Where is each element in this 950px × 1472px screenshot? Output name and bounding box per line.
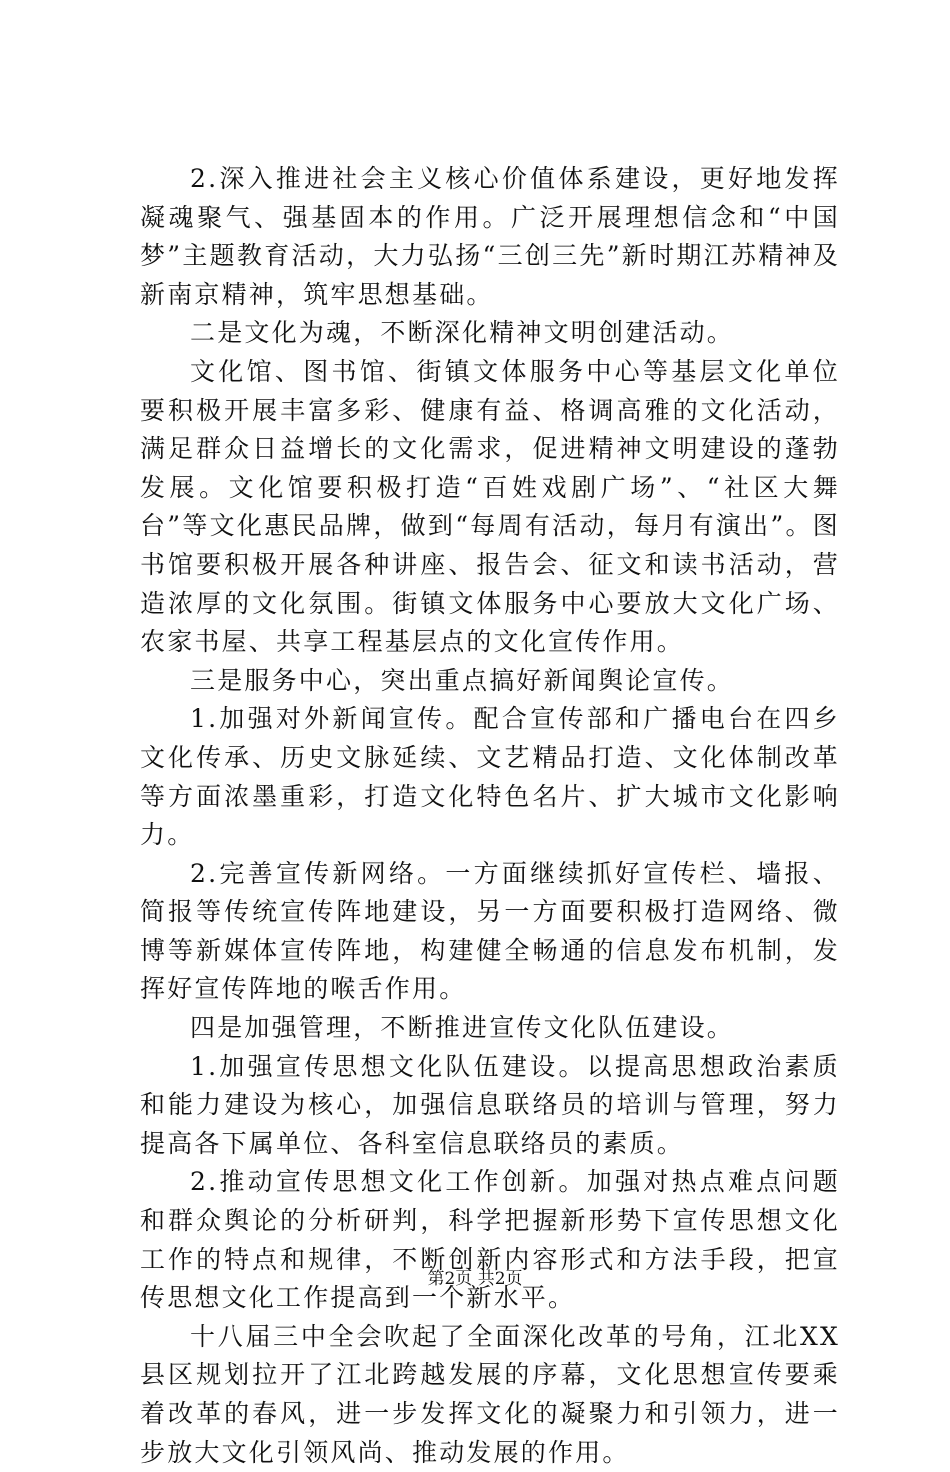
section-heading-4: 四是加强管理，不断推进宣传文化队伍建设。 [190,1013,735,1043]
page-footer [0,1268,950,1290]
paragraph-8: 1.加强宣传思想文化队伍建设。以提高思想政治素质和能力建设为核心，加强信息联络员的培训与管理，努力提高各下属单位、各科室信息联络员的素质。 [140,1051,840,1158]
paragraph-6: 2.完善宣传新网络。一方面继续抓好宣传栏、墙报、简报等传统宣传阵地建设，另一方面要积极打造网络、微博等新媒体宣传阵地，构建健全畅通的信息发布机制，发挥好宣传阵地的喉舌作用。 [140,858,840,1004]
section-heading-2: 二是文化为魂，不断深化精神文明创建活动。 [190,318,735,348]
paragraph-3: 文化馆、图书馆、街镇文体服务中心等基层文化单位要积极开展丰富多彩、健康有益、格调高雅的文化活动，满足群众日益增长的文化需求，促进精神文明建设的蓬勃发展。文化馆要积极打造“百姓戏剧广场”、“社区大舞台”等文化惠民品牌，做到“每周有活动，每月有演出”。图书馆要积极开展各种讲座、报告会、征文和读书活动，营造浓厚的文化氛围。街镇文体服务中心要放大文化广场、农家书屋、共享工程基层点的文化宣传作用。 [140,356,840,657]
paragraph-1: 2.深入推进社会主义核心价值体系建设，更好地发挥凝魂聚气、强基固本的作用。广泛开展理想信念和“中国梦”主题教育活动，大力弘扬“三创三先”新时期江苏精神及新南京精神，筑牢思想基础。 [140,164,840,309]
paragraph-9: 2.推动宣传思想文化工作创新。加强对热点难点问题和群众舆论的分析研判，科学把握新形势下宣传思想文化工作的特点和规律，不断创新内容形式和方法手段，把宣传思想文化工作提高到一个新水平。 [140,1167,840,1313]
closing-paragraph: 十八届三中全会吹起了全面深化改革的号角，江北XX县区规划拉开了江北跨越发展的序幕，文化思想宣传要乘着改革的春风，进一步发挥文化的凝聚力和引领力，进一步放大文化引领风尚、推动发展的作用。 [140,1321,840,1467]
page-number-label: 第2页 共2页 [427,1269,523,1289]
section-heading-3: 三是服务中心，突出重点搞好新闻舆论宣传。 [190,665,735,695]
paragraph-5: 1.加强对外新闻宣传。配合宣传部和广播电台在四乡文化传承、历史文脉延续、文艺精品打造、文化体制改革等方面浓墨重彩，打造文化特色名片、扩大城市文化影响力。 [140,704,840,850]
